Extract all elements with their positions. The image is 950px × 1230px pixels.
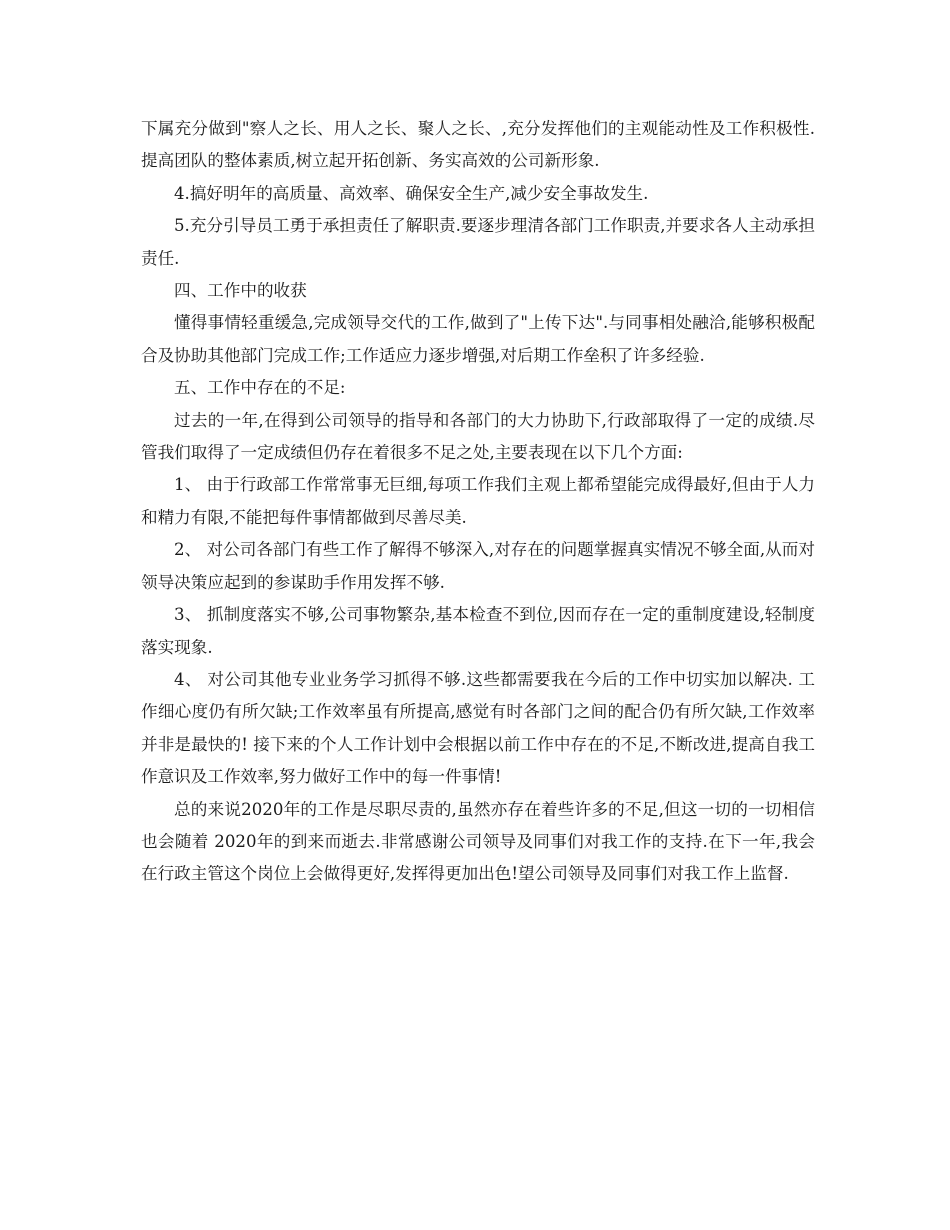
section-heading-shortcomings: 五、工作中存在的不足: [174, 378, 346, 398]
document-page [141, 113, 815, 891]
closing-paragraph: 总的来说2020年的工作是尽职尽责的,虽然亦存在着些许多的不足,但这一切的一切相信也会随着 2020年的到来而逝去.非常感谢公司领导及同事们对我工作的支持.在下一年,我会在行政主管这个岗位上会做得更好,发挥得更加出色!望公司领导及同事们对我工作上监督. [141, 799, 815, 884]
paragraph-7: 过去的一年,在得到公司领导的指导和各部门的大力协助下,行政部取得了一定的成绩.尽管我们取得了一定成绩但仍存在着很多不足之处,主要表现在以下几个方面: [141, 410, 815, 463]
paragraph-1: 下属充分做到"察人之长、用人之长、聚人之长、,充分发挥他们的主观能动性及工作积极性.提高团队的整体素质,树立起开拓创新、务实高效的公司新形象. [141, 119, 815, 171]
paragraph-3: 5.充分引导员工勇于承担责任了解职责.要逐步理清各部门工作职责,并要求各人主动承担责任. [141, 216, 815, 268]
list-item-2: 2、 对公司各部门有些工作了解得不够深入,对存在的问题掌握真实情况不够全面,从而对领导决策应起到的参谋助手作用发挥不够. [141, 540, 815, 592]
list-item-1: 1、 由于行政部工作常常事无巨细,每项工作我们主观上都希望能完成得最好,但由于人力和精力有限,不能把每件事情都做到尽善尽美. [141, 475, 815, 527]
list-item-3: 3、 抓制度落实不够,公司事物繁杂,基本检查不到位,因而存在一定的重制度建设,轻制度落实现象. [141, 605, 815, 657]
paragraph-2: 4.搞好明年的高质量、高效率、确保安全生产,减少安全事故发生. [174, 183, 649, 203]
list-item-4: 4、 对公司其他专业业务学习抓得不够.这些都需要我在今后的工作中切实加以解决. 工作细心度仍有所欠缺;工作效率虽有所提高,感觉有时各部门之间的配合仍有所欠缺,工作效率并非是最快的! 接下来的个人工作计划中会根据以前工作中存在的不足,不断改进,提高自我工作意识及工作效率,努力做好工作中的每一件事情! [141, 669, 815, 787]
paragraph-5: 懂得事情轻重缓急,完成领导交代的工作,做到了"上传下达".与同事相处融洽,能够积极配合及协助其他部门完成工作;工作适应力逐步增强,对后期工作垒积了许多经验. [141, 313, 815, 365]
section-heading-gains: 四、工作中的收获 [174, 281, 307, 301]
